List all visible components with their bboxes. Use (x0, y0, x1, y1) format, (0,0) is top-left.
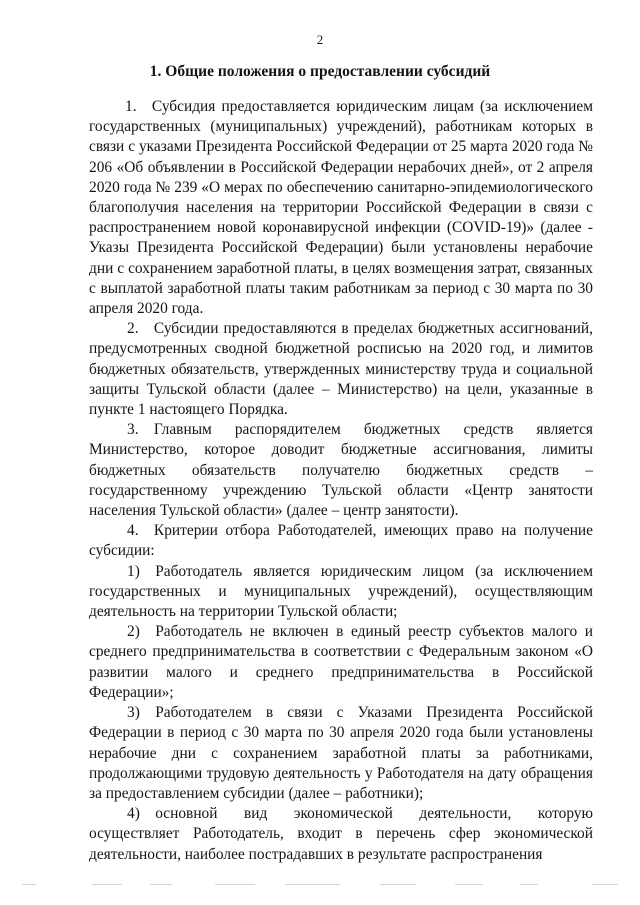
document-body (89, 97, 593, 865)
criterion-1: 1) Работодатель является юридическим лицом (за исключением государственных и муниципальных учреждений), осуществляющим деятельность на территории Тульской области; (89, 562, 593, 621)
scan-artifact-line (0, 884, 640, 890)
page-number: 2 (316, 32, 324, 47)
paragraph-4: 4. Критерии отбора Работодателей, имеющих право на получение субсидии: (89, 522, 593, 560)
section-title: 1. Общие положения о предоставлении субсидий (149, 63, 491, 80)
paragraph-1: 1. Субсидия предоставляется юридическим лицам (за исключением государственных (муниципальных) учреждений), работникам которых в связи с указами Президента Российской Федерации от 25 марта 2020 года № 206 «Об объявлении в Российской Федерации нерабочих дней», от 2 апреля 2020 года № 239 «О мерах по обеспечению санитарно-эпидемиологического благополучия населения на территории Российской Федерации в связи с распространением новой коронавирусной инфекции (COVID-19)» (далее - Указы Президента Российской Федерации) были установлены нерабочие дни с сохранением заработной платы, в целях возмещения затрат, связанных с выплатой заработной платы таким работникам за период с 30 марта по 30 апреля 2020 года. (89, 98, 593, 318)
criterion-2: 2) Работодатель не включен в единый реестр субъектов малого и среднего предпринимательства в соответствии с Федеральным законом «О развитии малого и среднего предпринимательства в Российской Федерации»; (89, 623, 593, 701)
criterion-3: 3) Работодателем в связи с Указами Президента Российской Федерации в период с 30 марта по 30 апреля 2020 года были установлены нерабочие дни с сохранением заработной платы за работниками, продолжающими трудовую деятельность у Работодателя на дату обращения за предоставлением субсидии (далее – работники); (89, 704, 593, 802)
paragraph-3: 3. Главным распорядителем бюджетных средств является Министерство, которое доводит бюджетные ассигнования, лимиты бюджетных обязательств получателю бюджетных средств – государственному учреждению Тульской области «Центр занятости населения Тульской области» (далее – центр занятости). (89, 421, 593, 520)
paragraph-2: 2. Субсидии предоставляются в пределах бюджетных ассигнований, предусмотренных сводной бюджетной росписью на 2020 год, и лимитов бюджетных обязательств, утвержденных министерству труда и социальной защиты Тульской области (далее – Министерство) на цели, указанные в пункте 1 настоящего Порядка. (89, 320, 593, 419)
criterion-4: 4) основной вид экономической деятельности, которую осуществляет Работодатель, входит в перечень сфер экономической деятельности, наиболее пострадавших в результате распространения (89, 805, 593, 863)
